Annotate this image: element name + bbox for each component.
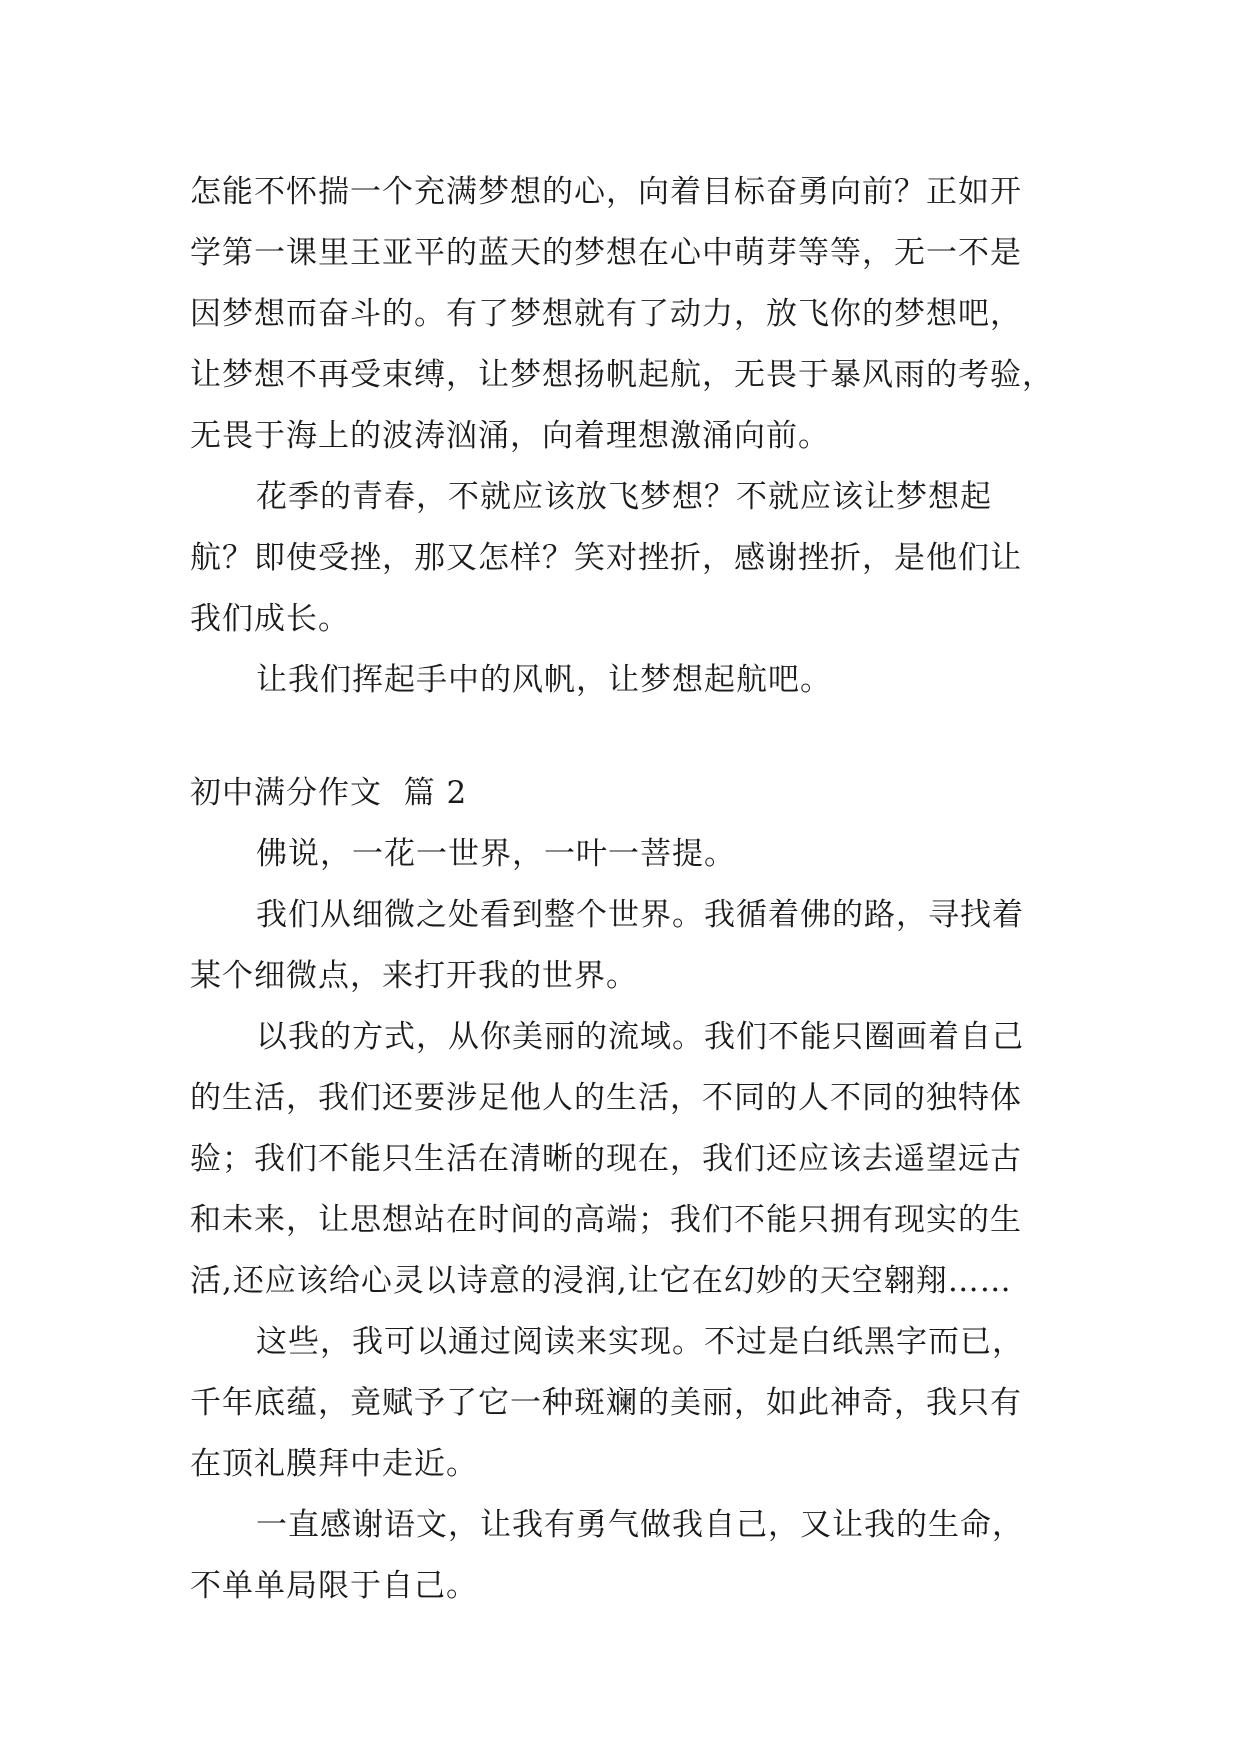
text-line: 我们成长。 [190, 601, 350, 637]
text-line: 无畏于海上的波涛汹涌，向着理想激涌向前。 [190, 418, 830, 454]
text-line: 以我的方式，从你美丽的流域。我们不能只圈画着自己 [256, 1019, 1024, 1055]
section-spacer [190, 711, 1070, 763]
text-line: 某个细微点，来打开我的世界。 [190, 958, 638, 994]
paragraph [190, 824, 1070, 885]
text-line: 千年底蕴，竟赋予了它一种斑斓的美丽，如此神奇，我只有 [190, 1385, 1022, 1421]
text-line: 因梦想而奋斗的。有了梦想就有了动力，放飞你的梦想吧， [190, 296, 1022, 332]
text-line: 活,还应该给心灵以诗意的浸润,让它在幻妙的天空翱翔…… [190, 1263, 1012, 1299]
document-body [190, 162, 1070, 1617]
text-line: 这些，我可以通过阅读来实现。不过是白纸黑字而已， [256, 1324, 1024, 1360]
paragraph [190, 162, 1070, 467]
text-line: 花季的青春，不就应该放飞梦想？不就应该让梦想起 [256, 479, 992, 515]
paragraph [190, 885, 1070, 1007]
paragraph [190, 1007, 1070, 1312]
text-line: 怎能不怀揣一个充满梦想的心，向着目标奋勇向前？正如开 [190, 174, 1022, 210]
text-line: 佛说，一花一世界，一叶一菩提。 [256, 836, 736, 872]
text-line: 不单单局限于自己。 [190, 1568, 478, 1604]
paragraph [190, 1312, 1070, 1495]
text-line: 学第一课里王亚平的蓝天的梦想在心中萌芽等等，无一不是 [190, 235, 1022, 271]
text-line: 在顶礼膜拜中走近。 [190, 1446, 478, 1482]
text-line: 一直感谢语文，让我有勇气做我自己，又让我的生命， [256, 1507, 1024, 1543]
text-line: 和未来，让思想站在时间的高端；我们不能只拥有现实的生 [190, 1202, 1022, 1238]
text-line: 让梦想不再受束缚，让梦想扬帆起航，无畏于暴风雨的考验， [190, 357, 1054, 393]
text-line: 验；我们不能只生活在清晰的现在，我们还应该去遥望远古 [190, 1141, 1022, 1177]
text-line: 航？即使受挫，那又怎样？笑对挫折，感谢挫折，是他们让 [190, 540, 1022, 576]
paragraph [190, 467, 1070, 650]
paragraph [190, 650, 1070, 711]
section-heading: 初中满分作文 篇 2 [190, 775, 468, 811]
text-line: 让我们挥起手中的风帆，让梦想起航吧。 [256, 662, 832, 698]
paragraph [190, 1495, 1070, 1617]
text-line: 的生活，我们还要涉足他人的生活，不同的人不同的独特体 [190, 1080, 1022, 1116]
text-line: 我们从细微之处看到整个世界。我循着佛的路，寻找着 [256, 897, 1024, 933]
